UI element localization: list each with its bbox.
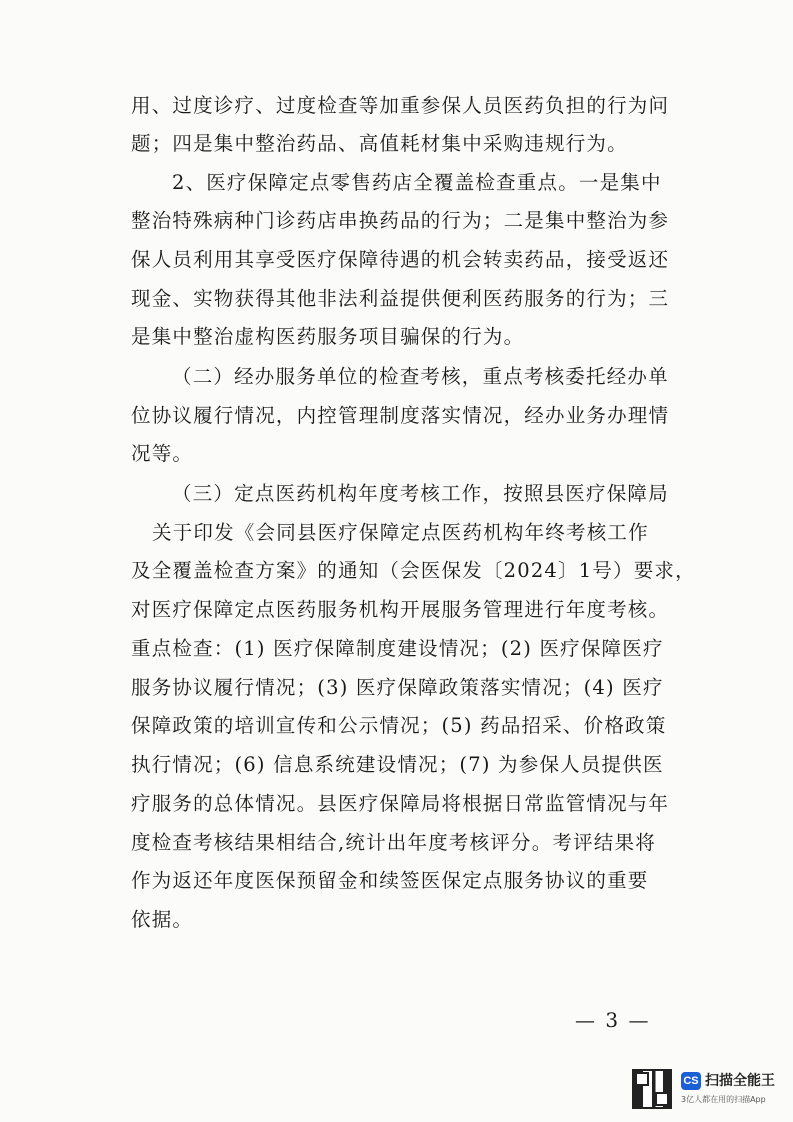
text-line: 度检查考核结果相结合,统计出年度考核评分。考评结果将 bbox=[131, 831, 656, 854]
text-line: 是集中整治虚构医药服务项目骗保的行为。 bbox=[131, 325, 525, 348]
text-line: 依据。 bbox=[131, 908, 194, 931]
text-line: 疗服务的总体情况。县医疗保障局将根据日常监管情况与年 bbox=[131, 792, 670, 815]
page-number: — 3 — bbox=[575, 1008, 651, 1032]
text-line: 对医疗保障定点医药服务机构开展服务管理进行年度考核。 bbox=[131, 598, 670, 621]
text-line: 用、过度诊疗、过度检查等加重参保人员医药负担的行为问 bbox=[131, 94, 670, 117]
text-line: 保人员利用其享受医疗保障待遇的机会转卖药品，接受返还 bbox=[131, 248, 670, 271]
app-slogan: 3亿人都在用的扫描App bbox=[681, 1095, 766, 1104]
text-line: （三）定点医药机构年度考核工作，按照县医疗保障局 bbox=[172, 482, 669, 505]
app-logo-icon: CS bbox=[681, 1072, 701, 1090]
text-line: 及全覆盖检查方案》的通知（会医保发〔2024〕1号）要求， bbox=[131, 559, 696, 582]
text-line: 执行情况；(6) 信息系统建设情况；(7) 为参保人员提供医 bbox=[131, 753, 664, 776]
text-line: （二）经办服务单位的检查考核，重点考核委托经办单 bbox=[172, 365, 669, 388]
text-line: 况等。 bbox=[131, 442, 194, 465]
text-line: 服务协议履行情况；(3) 医疗保障政策落实情况；(4) 医疗 bbox=[131, 676, 664, 699]
text-line: 作为返还年度医保预留金和续签医保定点服务协议的重要 bbox=[131, 869, 649, 892]
qr-code-icon bbox=[632, 1069, 672, 1109]
app-brand-name: 扫描全能王 bbox=[705, 1073, 775, 1089]
text-line: 保障政策的培训宣传和公示情况；(5) 药品招采、价格政策 bbox=[131, 714, 667, 737]
scanner-watermark bbox=[627, 1064, 787, 1114]
text-line: 题；四是集中整治药品、高值耗材集中采购违规行为。 bbox=[131, 132, 628, 155]
text-line: 现金、实物获得其他非法利益提供便利医药服务的行为；三 bbox=[131, 287, 670, 310]
text-line: 2、医疗保障定点零售药店全覆盖检查重点。一是集中 bbox=[172, 171, 662, 194]
text-line: 整治特殊病种门诊药店串换药品的行为；二是集中整治为参 bbox=[131, 209, 670, 232]
text-line: 位协议履行情况，内控管理制度落实情况，经办业务办理情 bbox=[131, 404, 670, 427]
text-line: 关于印发《会同县医疗保障定点医药机构年终考核工作 bbox=[152, 521, 649, 544]
text-line: 重点检查：(1) 医疗保障制度建设情况；(2) 医疗保障医疗 bbox=[131, 637, 664, 660]
